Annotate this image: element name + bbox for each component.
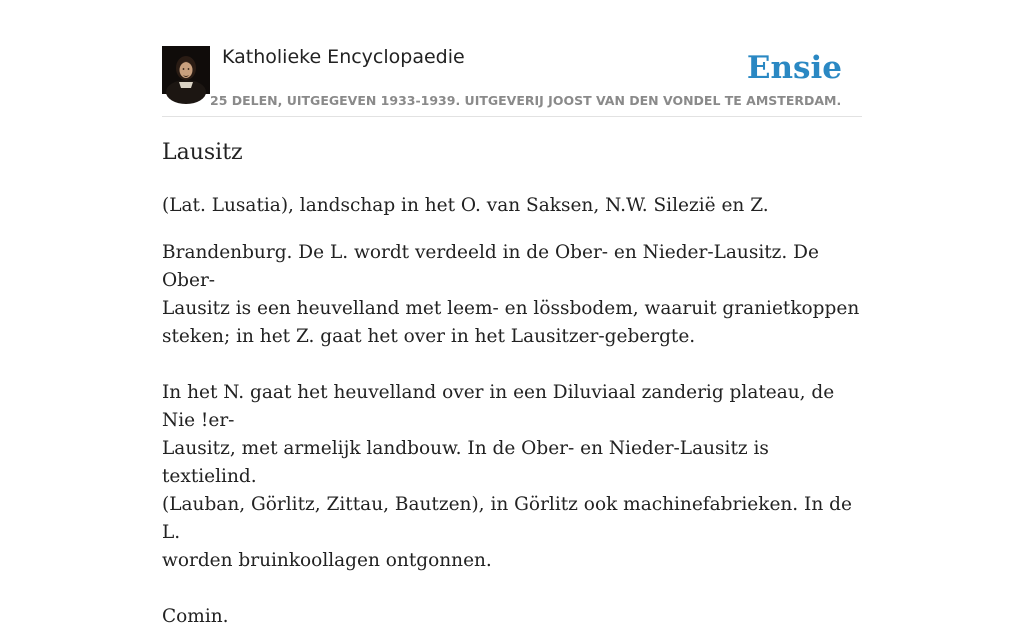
article-lead-paragraph: (Lat. Lusatia), landschap in het O. van Saksen, N.W. Silezië en Z. [162,195,769,216]
site-header [162,46,862,117]
author-portrait-avatar[interactable] [162,46,210,94]
ensie-logo-link[interactable]: Ensie [746,50,842,86]
article-main-text: Brandenburg. De L. wordt verdeeld in de Ober- en Nieder-Lausitz. De Ober- Lausitz is een heuvelland met leem- en lössbodem, waaruit granietkoppen steken; in het Z. gaat het over in het Lausitzer-gebergte. In het N. gaat het heuvelland over in een Diluviaal zanderig plateau, de Nie !er- Lausitz, met armelijk landbouw. In de Ober- en Nieder-Lausitz is textielind. (Lauban, Görlitz, Zittau, Bautzen), in Görlitz ook machinefabrieken. In de L. worden bruinkoollagen ontgonnen. Comin. [162,242,860,627]
article-title: Lausitz [162,140,243,165]
portrait-image [162,46,210,94]
article-body [162,192,862,631]
publication-subtitle: 25 DELEN, UITGEGEVEN 1933-1939. UITGEVERIJ JOOST VAN DEN VONDEL TE AMSTERDAM. [210,93,842,108]
publication-title[interactable]: Katholieke Encyclopaedie [222,46,465,68]
